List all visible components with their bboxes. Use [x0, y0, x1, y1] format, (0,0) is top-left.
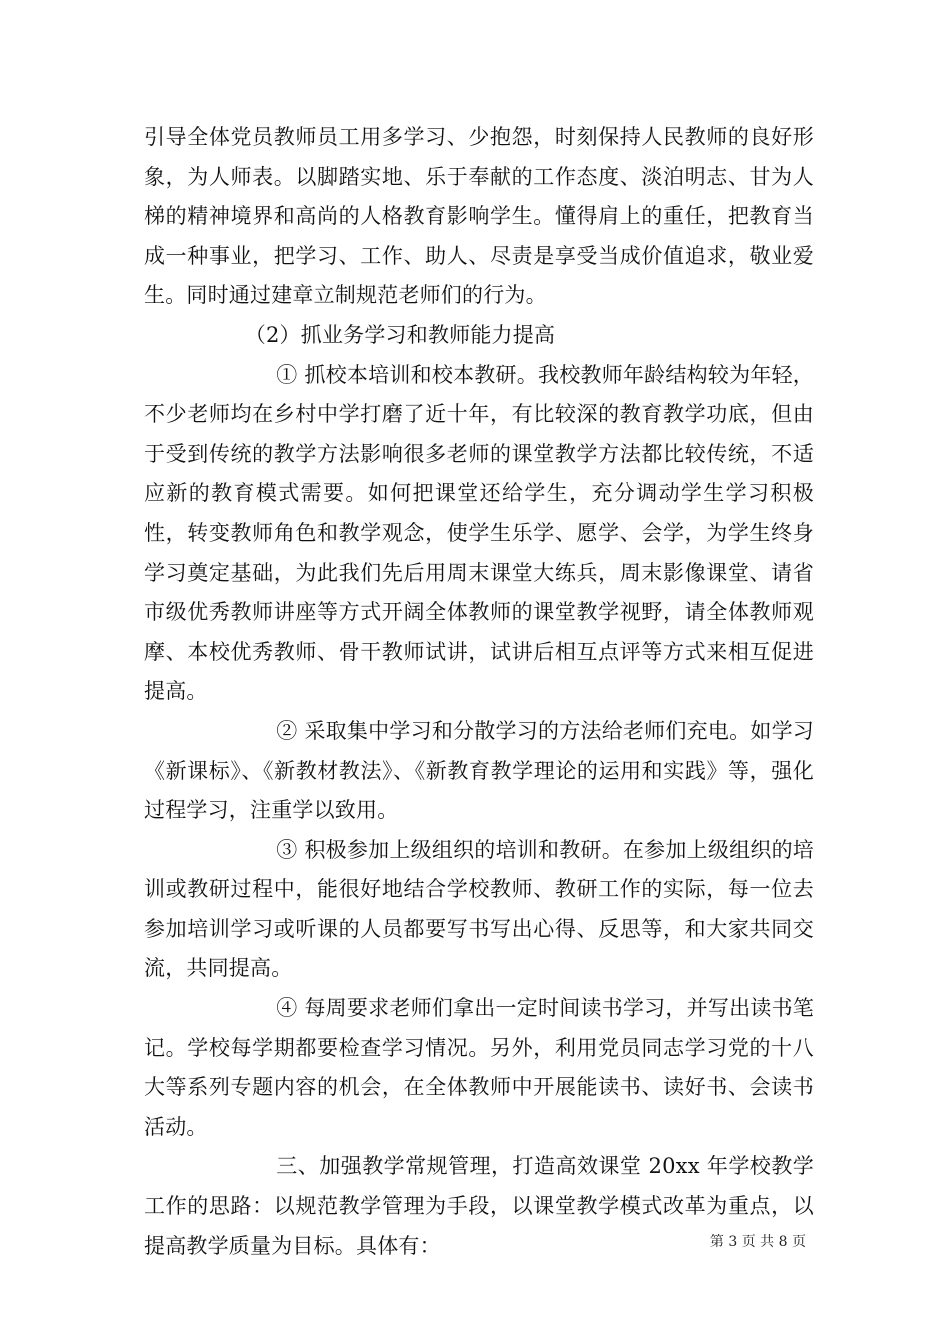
page-number: 第 3 页 共 8 页 — [709, 1234, 806, 1250]
paragraph-weekly-reading: ④ 每周要求老师们拿出一定时间读书学习，并写出读书笔记。学校每学期都要检查学习情况。另外，利用党员同志学习党的十八大等系列专题内容的机会，在全体教师中开展能读书、读好书、会读书活动。 — [144, 996, 814, 1139]
paragraph-teaching-management: 三、加强教学常规管理，打造高效课堂 20xx 年学校教学工作的思路：以规范教学管理为手段，以课堂教学模式改革为重点，以提高教学质量为目标。具体有： — [144, 1154, 814, 1258]
subheading-professional-learning: （2）抓业务学习和教师能力提高 — [244, 322, 556, 347]
paragraph-centralized-learning: ② 采取集中学习和分散学习的方法给老师们充电。如学习《新课标》、《新教材教法》、《新教育教学理论的运用和实践》等，强化过程学习，注重学以致用。 — [144, 718, 814, 823]
paragraph-teacher-conduct: 引导全体党员教师员工用多学习、少抱怨，时刻保持人民教师的良好形象，为人师表。以脚踏实地、乐于奉献的工作态度、淡泊明志、甘为人梯的精神境界和高尚的人格教育影响学生。懂得肩上的重任，把教育当成一种事业，把学习、工作、助人、尽责是享受当成价值追求，敬业爱生。同时通过建章立制规范老师们的行为。 — [144, 125, 814, 308]
paragraph-superior-training: ③ 积极参加上级组织的培训和教研。在参加上级组织的培训或教研过程中，能很好地结合学校教师、教研工作的实际，每一位去参加培训学习或听课的人员都要写书写出心得、反思等，和大家共同交流，共同提高。 — [144, 837, 814, 981]
document-body — [144, 118, 814, 1266]
paragraph-school-training: ① 抓校本培训和校本教研。我校教师年龄结构较为年轻，不少老师均在乡村中学打磨了近十年，有比较深的教育教学功底，但由于受到传统的教学方法影响很多老师的课堂教学方法都比较传统，不适应新的教育模式需要。如何把课堂还给学生，充分调动学生学习积极性，转变教师角色和教学观念，使学生乐学、愿学、会学，为学生终身学习奠定基础，为此我们先后用周末课堂大练兵，周末影像课堂、请省市级优秀教师讲座等方式开阔全体教师的课堂教学视野，请全体教师观摩、本校优秀教师、骨干教师试讲，试讲后相互点评等方式来相互促进提高。 — [144, 362, 814, 704]
